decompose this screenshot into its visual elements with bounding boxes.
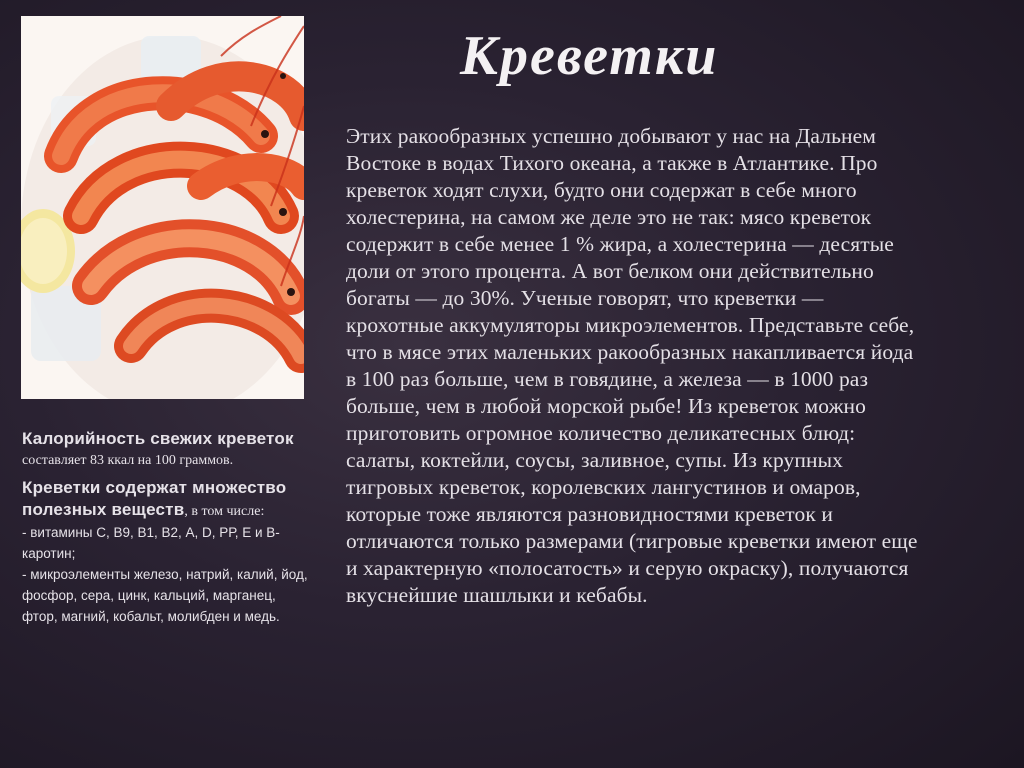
shrimp-photo (21, 16, 304, 399)
nutrients-block (22, 477, 312, 627)
nutrients-heading: Креветки содержат множество полезных веществ (22, 478, 287, 519)
slide-title: Креветки (460, 25, 719, 87)
nutrients-detail: , в том числе: (184, 504, 265, 519)
shrimp-illustration (21, 16, 304, 399)
nutrient-list (22, 522, 312, 627)
main-paragraph: Этих ракообразных успешно добывают у нас на Дальнем Востоке в водах Тихого океана, а также в Атлантике. Про креветок ходят слухи, будто они содержат в себе много холестерина, на самом же деле это не так: мясо креветок содержит в себе менее 1 % жира, а холестерина — десятые доли от этого процента. А вот белком они действительно богаты — до 30%. Ученые говорят, что креветки — крохотные аккумуляторы микроэлементов. Представьте себе, что в мясе этих маленьких ракообразных накапливается йода в 100 раз больше, чем в говядине, а железа — в 1000 раз больше, чем в любой морской рыбе! Из креветок можно приготовить огромное количество деликатесных блюд: салаты, коктейли, соусы, заливное, супы. Из крупных тигровых креветок, королевских лангустинов и омаров, которые тоже являются разновидностями креветок и отличаются только размерами (тигровые креветки имеют еще и характерную «полосатость» и серую окраску), получаются вкуснейшие шашлыки и кебабы. (346, 124, 918, 607)
calorie-detail: составляет 83 ккал на 100 граммов. (22, 453, 234, 468)
list-item: - витамины С, В9, В1, В2, А, D, РР, Е и В-каротин; (22, 525, 280, 561)
calorie-heading: Калорийность свежих креветок (22, 429, 294, 448)
nutrition-summary (22, 428, 312, 633)
list-item: - микроэлементы железо, натрий, калий, йод, фосфор, сера, цинк, кальций, марганец, фтор, магний, кобальт, молибден и медь. (22, 567, 308, 624)
calorie-block (22, 428, 312, 471)
